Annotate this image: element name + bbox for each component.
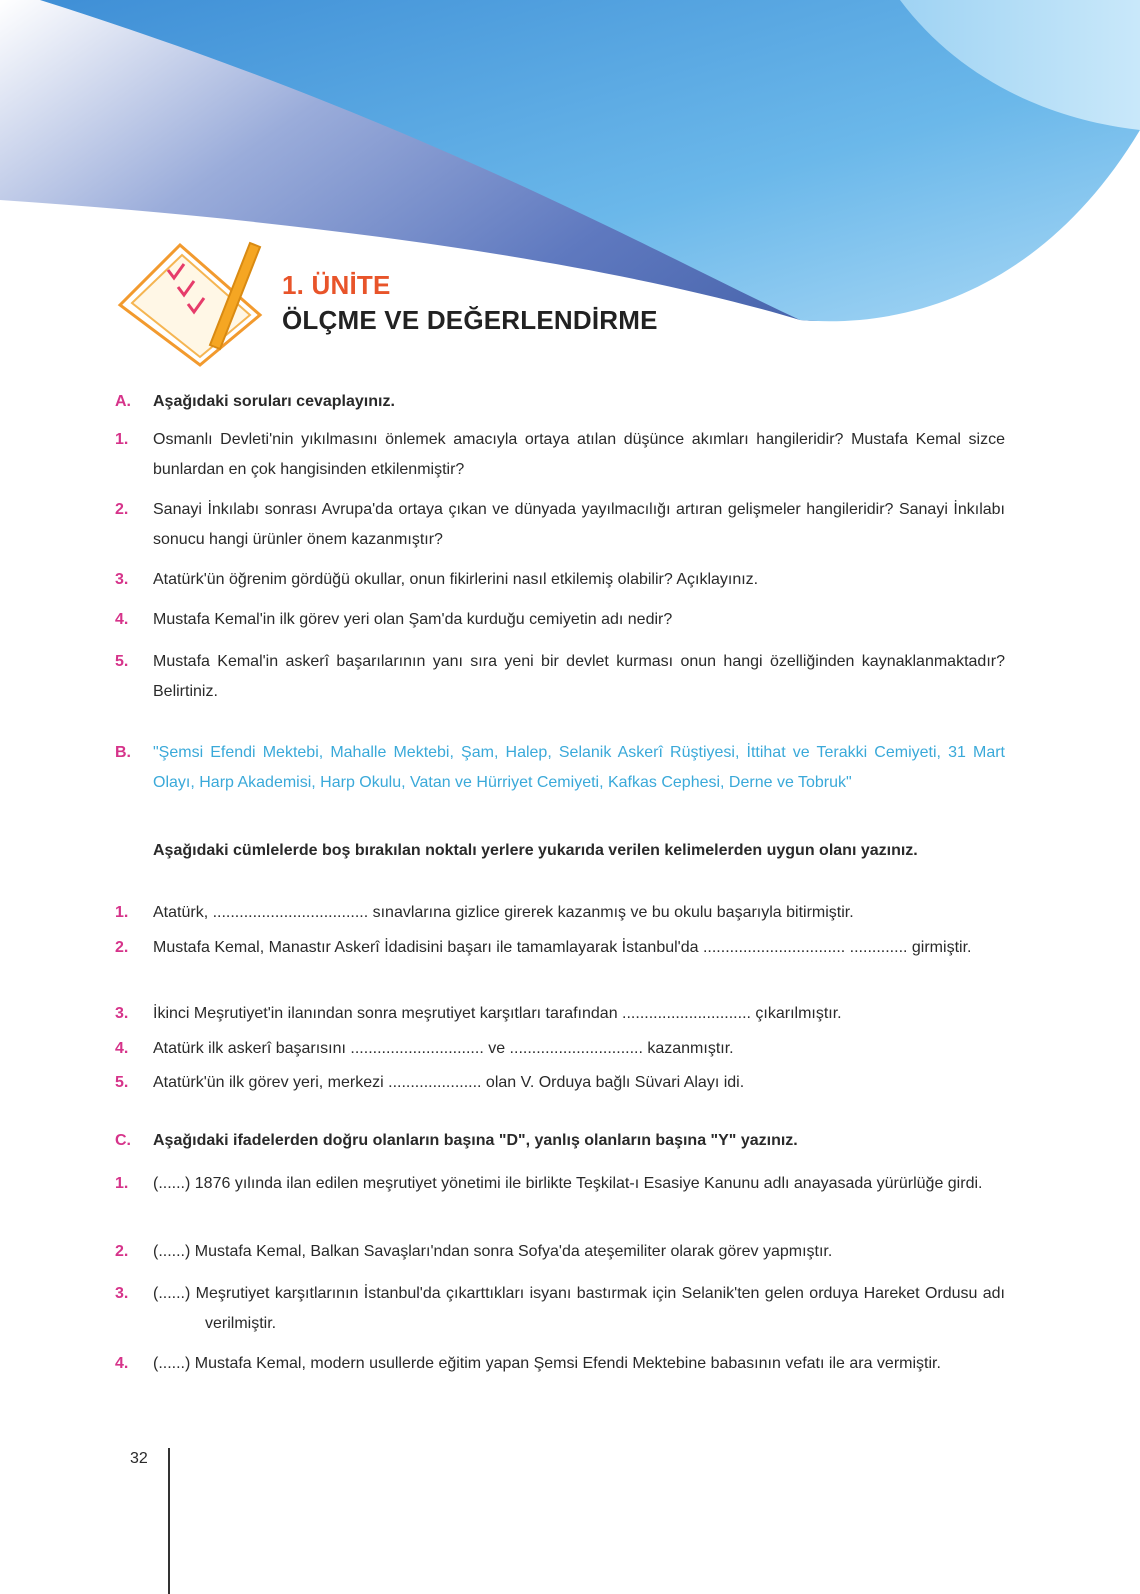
fill-blank-item [115,898,1005,928]
section-letter: A. [115,393,131,410]
section-letter: C. [115,1132,131,1149]
footer-divider [168,1448,170,1594]
item-number: 5. [115,653,129,670]
true-false-item [115,1169,1005,1199]
section-letter: B. [115,744,131,761]
item-number: 3. [115,571,129,588]
item-text: Mustafa Kemal'in ilk görev yeri olan Şam'da kurduğu cemiyetin adı nedir? [153,611,673,628]
fill-blank-item [115,1034,1005,1064]
item-number: 4. [115,611,129,628]
item-number: 1. [115,431,129,448]
fill-blank-item [115,1068,1005,1098]
item-number: 3. [115,1285,129,1302]
item-number: 1. [115,904,129,921]
true-false-item [115,1237,1005,1267]
section-b-word-list [115,738,1005,798]
item-text: Atatürk ilk askerî başarısını .............................. ve .............................. kazanmıştır. [153,1040,734,1057]
item-text: Mustafa Kemal, Manastır Askerî İdadisini başarı ile tamamlayarak İstanbul'da ................................ ............. girmiştir. [153,939,972,956]
question-item [115,565,1005,595]
item-number: 4. [115,1040,129,1057]
item-number: 2. [115,939,129,956]
item-text: Atatürk'ün öğrenim gördüğü okullar, onun fikirlerini nasıl etkilemiş olabilir? Açıklayınız. [153,571,759,588]
page-title: ÖLÇME VE DEĞERLENDİRME [282,305,658,335]
section-instruction: Aşağıdaki ifadelerden doğru olanların başına "D", yanlış olanların başına "Y" yazınız. [153,1132,798,1149]
fill-blank-item [115,999,1005,1029]
item-text: (......) Mustafa Kemal, modern usullerde eğitim yapan Şemsi Efendi Mektebine babasının vefatı ile ara vermiştir. [153,1355,941,1372]
page-number: 32 [130,1450,148,1467]
checklist-pencil-icon [110,235,270,370]
item-text: (......) Mustafa Kemal, Balkan Savaşları'ndan sonra Sofya'da ateşemiliter olarak görev yapmıştır. [153,1243,833,1260]
item-text: (......) 1876 yılında ilan edilen meşrutiyet yönetimi ile birlikte Teşkilat-ı Esasiye Kanunu adlı anayasada yürürlüğe girdi. [153,1175,983,1192]
true-false-item [115,1349,1005,1379]
item-text: (......) Meşrutiyet karşıtlarının İstanbul'da çıkarttıkları isyanı bastırmak için Selanik'ten gelen orduya Hareket Ordusu adı verilmiştir. [153,1285,1005,1332]
item-number: 4. [115,1355,129,1372]
section-instruction: Aşağıdaki cümlelerde boş bırakılan noktalı yerlere yukarıda verilen kelimelerden uygun olanı yazınız. [153,842,918,859]
item-text: Atatürk'ün ilk görev yeri, merkezi ..................... olan V. Orduya bağlı Süvari Alayı idi. [153,1074,745,1091]
item-number: 2. [115,1243,129,1260]
unit-number: 1. ÜNİTE [282,270,391,300]
item-number: 5. [115,1074,129,1091]
item-text: Mustafa Kemal'in askerî başarılarının yanı sıra yeni bir devlet kurması onun hangi özelliğinden kaynaklanmaktadır? Belirtiniz. [153,653,1005,700]
item-number: 1. [115,1175,129,1192]
item-text: İkinci Meşrutiyet'in ilanından sonra meşrutiyet karşıtları tarafından ............................. çıkarılmıştır. [153,1005,842,1022]
fill-blank-item [115,933,1005,963]
item-text: Atatürk, ................................... sınavlarına gizlice girerek kazanmış ve bu okulu başarıyla bitirmiştir. [153,904,854,921]
question-item [115,425,1005,485]
section-instruction: Aşağıdaki soruları cevaplayınız. [153,393,395,410]
item-number: 2. [115,501,129,518]
true-false-item [115,1279,1005,1339]
question-item [115,647,1005,707]
item-text: Osmanlı Devleti'nin yıkılmasını önlemek amacıyla ortaya atılan düşünce akımları hangileridir? Mustafa Kemal sizce bunlardan en çok hangisinden etkilenmiştir? [153,431,1005,478]
item-number: 3. [115,1005,129,1022]
section-c-heading [115,1126,1005,1156]
question-item [115,605,1005,635]
word-list: "Şemsi Efendi Mektebi, Mahalle Mektebi, Şam, Halep, Selanik Askerî Rüştiyesi, İttihat ve Terakki Cemiyeti, 31 Mart Olayı, Harp Akademisi, Harp Okulu, Vatan ve Hürriyet Cemiyeti, Kafkas Cephesi, Derne ve Tobruk" [153,744,1005,791]
section-b-instruction [115,836,1005,866]
section-a-heading [115,387,1005,417]
item-text: Sanayi İnkılabı sonrası Avrupa'da ortaya çıkan ve dünyada yayılmacılığı artıran gelişmeler hangileridir? Sanayi İnkılabı sonucu hangi ürünler önem kazanmıştır? [153,501,1005,548]
question-item [115,495,1005,555]
